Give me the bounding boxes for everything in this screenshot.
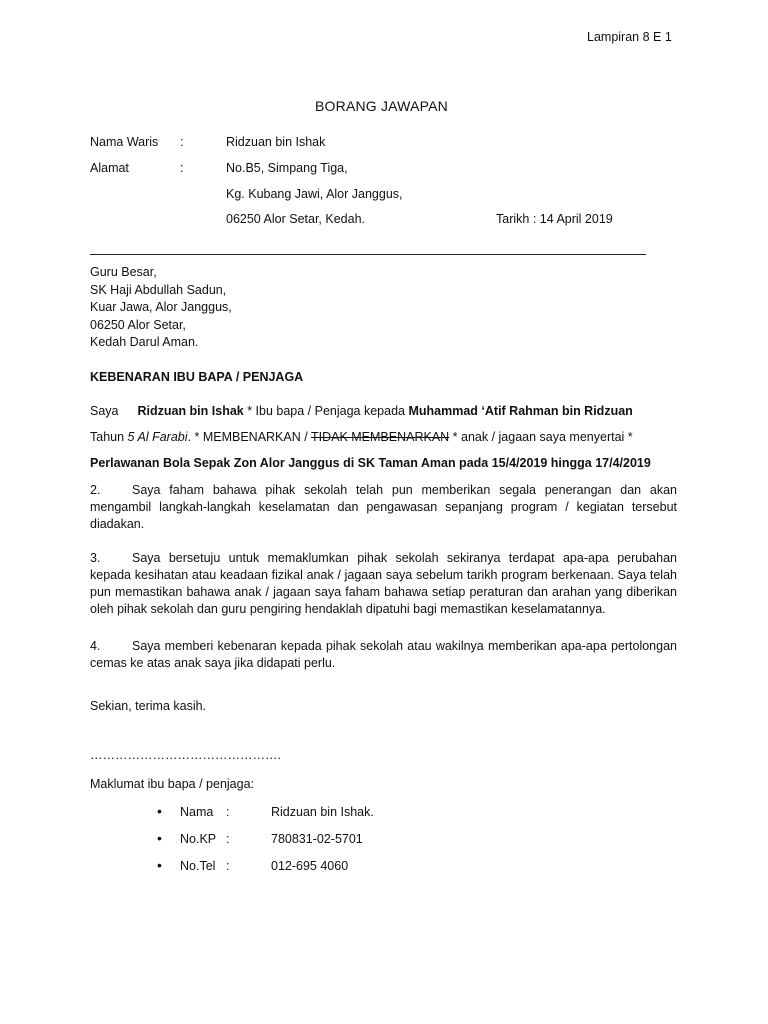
recipient-line: Kuar Jawa, Alor Janggus, [90,300,232,314]
allow-option: MEMBENARKAN / [202,430,308,444]
paragraph-text: Saya bersetuju untuk memaklumkan pihak sekolah sekiranya terdapat apa-apa perubahan kepada kesihatan atau keadaan fizikal anak / jagaan saya sebelum tarikh program berkenaan. Saya telah pun memastikan bahawa anak / jagaan saya faham bahawa setiap peraturan dan arahan yang diberikan oleh pihak sekolah dan guru pengiring hendaklah dipatuhi bagi memastikan keselamatannya. [90,551,677,616]
form-title: BORANG JAWAPAN [315,98,448,114]
info-colon: : [226,859,230,873]
recipient-line: Guru Besar, [90,265,157,279]
paragraph-text: Saya memberi kebenaran kepada pihak sekolah atau wakilnya memberikan apa-apa pertolongan cemas ke atas anak saya jika didapati perlu. [90,639,677,670]
waris-value: Ridzuan bin Ishak [226,135,326,149]
parent-name: Ridzuan bin Ishak [137,404,244,418]
tarikh: Tarikh : 14 April 2019 [496,212,613,226]
info-colon: : [226,805,230,819]
class-name: 5 Al Farabi [127,430,188,444]
event-line: Perlawanan Bola Sepak Zon Alor Janggus di SK Taman Aman pada 15/4/2019 hingga 17/4/2019 [90,456,651,470]
consent-line-2 [90,430,633,444]
info-label: No.Tel [180,859,216,873]
alamat-label: Alamat [90,161,129,175]
consent-heading: KEBENARAN IBU BAPA / PENJAGA [90,370,304,384]
divider-line [90,254,646,255]
alamat-line: No.B5, Simpang Tiga, [226,161,348,175]
paragraph-4 [90,638,677,672]
paragraph-3 [90,550,677,618]
consent-mid-text: * Ibu bapa / Penjaga kepada [247,404,405,418]
consent-line-1 [90,404,633,418]
bullet-icon: • [157,830,162,846]
recipient-line: 06250 Alor Setar, [90,318,186,332]
paragraph-number: 2. [90,483,101,497]
tahun-word: Tahun [90,430,125,444]
maklumat-heading: Maklumat ibu bapa / penjaga: [90,777,254,791]
info-value: Ridzuan bin Ishak. [271,805,374,819]
bullet-icon: • [157,857,162,873]
saya-word: Saya [90,404,119,418]
paragraph-number: 3. [90,551,101,565]
consent-rest: * anak / jagaan saya menyertai * [452,430,633,444]
info-label: No.KP [180,832,217,846]
paragraph-text: Saya faham bahawa pihak sekolah telah pun memberikan segala penerangan dan akan mengambil langkah-langkah keselamatan dan pengawasan sepanjang program / kegiatan tersebut diadakan. [90,483,677,531]
bullet-icon: • [157,803,162,819]
recipient-line: Kedah Darul Aman. [90,335,199,349]
deny-option: TIDAK MEMBENARKAN [310,430,450,444]
recipient-line: SK Haji Abdullah Sadun, [90,283,227,297]
star-marker: . * [187,430,200,444]
paragraph-number: 4. [90,639,101,653]
alamat-colon: : [180,161,184,175]
child-name: Muhammad ‘Atif Rahman bin Ridzuan [408,404,633,418]
alamat-line: 06250 Alor Setar, Kedah. [226,212,365,226]
paragraph-2 [90,482,677,533]
waris-colon: : [180,135,184,149]
info-colon: : [226,832,230,846]
closing-text: Sekian, terima kasih. [90,699,207,713]
attachment-ref: Lampiran 8 E 1 [587,30,672,44]
waris-label: Nama Waris [90,135,159,149]
signature-line: ………………………………………. [90,748,281,762]
info-label: Nama [180,805,214,819]
alamat-line: Kg. Kubang Jawi, Alor Janggus, [226,187,403,201]
info-value: 012-695 4060 [271,859,349,873]
info-value: 780831-02-5701 [271,832,363,846]
